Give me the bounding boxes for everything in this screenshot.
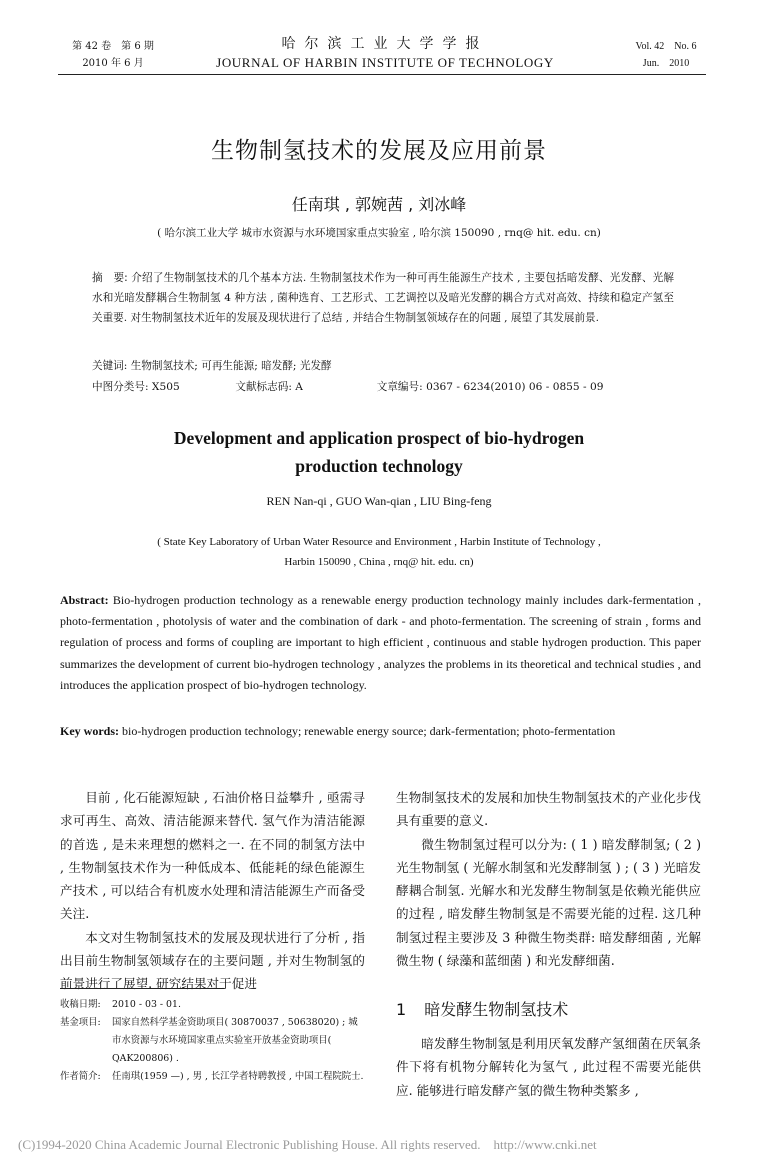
abstract-cn-label: 摘 要: (92, 272, 128, 284)
section-title: 暗发酵生物制氢技术 (424, 1000, 569, 1019)
affiliation-en-line2: Harbin 150090 , China , rnq@ hit. edu. cn) (284, 556, 474, 568)
body-paragraph: 暗发酵生物制氢是利用厌氧发酵产氢细菌在厌氧条件下将有机物分解转化为氢气 , 此过程不需要光能供应. 能够进行暗发酵产氢的微生物种类繁多 , (396, 1036, 701, 1098)
body-left-column (60, 786, 365, 996)
date-en: Jun. 2010 (642, 58, 690, 69)
footnotes (60, 996, 365, 1086)
classification-row (92, 379, 652, 394)
body-paragraph: 微生物制氢过程可以分为: ( 1 ) 暗发酵制氢; ( 2 ) 光生物制氢 ( 光解水制氢和光发酵制氢 ) ; ( 3 ) 光暗发酵耦合制氢. 光解水和光发酵生物制氢是依赖光能供应的过程 , 暗发酵生物制氢是不需要光能的过程. 这几种制氢过程主要涉及 3 种微生物类群: 暗发酵细菌 , 光解微生物 ( 绿藻和蓝细菌 ) 和光发酵细菌. (396, 836, 701, 969)
affiliation-en (0, 532, 758, 572)
issue-info-en (626, 38, 706, 72)
date-cn: 2010 年 6 月 (82, 58, 144, 69)
body-right-column-section (396, 1032, 701, 1102)
paper-title-en-line2: production technology (295, 456, 463, 476)
authors-cn: 任南琪 , 郭婉茜 , 刘冰峰 (291, 195, 467, 214)
abstract-en-label: Abstract: (60, 593, 109, 607)
footnote-author: 作者简介: 任南琪(1959 —) , 男 , 长江学者特聘教授 , 中国工程院院士. (60, 1071, 364, 1082)
article-number: 文章编号: 0367 - 6234(2010) 06 - 0855 - 09 (376, 381, 604, 393)
keywords-en-label: Key words: (60, 724, 119, 738)
section-heading (396, 997, 568, 1020)
body-right-column (396, 786, 701, 972)
header-divider (58, 74, 706, 75)
issue-info-cn (58, 38, 168, 72)
paper-title-cn: 生物制氢技术的发展及应用前景 (211, 138, 547, 164)
body-paragraph: 生物制氢技术的发展和加快生物制氢技术的产业化步伐具有重要的意义. (396, 790, 701, 829)
volume-cn: 第 42 卷 第 6 期 (72, 41, 154, 52)
authors-en: REN Nan-qi , GUO Wan-qian , LIU Bing-feng (266, 494, 492, 508)
abstract-cn-text: 介绍了生物制氢技术的几个基本方法. 生物制氢技术作为一种可再生能源生产技术 , 主要包括暗发酵、光发酵、光解水和光暗发酵耦合生物制氢 4 种方法 , 菌种选育、工艺形式、工艺调控以及暗光发酵的耦合方式对高效、持续和稳定产氢至关重要. 对生物制氢技术近年的发展及现状进行了总结 , 并结合生物制氢领域存在的问题 , 展望了其发展前景. (92, 272, 674, 324)
body-paragraph: 目前 , 化石能源短缺 , 石油价格日益攀升 , 亟需寻求可再生、高效、清洁能源来替代. 氢气作为清洁能源的首选 , 是未来理想的燃料之一. 在不同的制氢方法中 , 生物制氢技术作为一种低成本、低能耗的绿色能源生产技术 , 可以结合有机废水处理和清洁能源生产而备受关注. (60, 790, 365, 922)
paper-title-en (0, 424, 758, 480)
affiliation-cn: ( 哈尔滨工业大学 城市水资源与水环境国家重点实验室 , 哈尔滨 150090 , rnq@ hit. edu. cn) (157, 227, 601, 239)
document-code: 文献标志码: A (235, 381, 303, 393)
keywords-en (60, 721, 701, 742)
journal-title (200, 34, 570, 72)
keywords-cn-text: 生物制氢技术; 可再生能源; 暗发酵; 光发酵 (130, 360, 332, 372)
volume-en: Vol. 42 No. 6 (635, 41, 697, 52)
affiliation-en-line1: ( State Key Laboratory of Urban Water Resource and Environment , Harbin Institute of Technology , (157, 536, 601, 548)
abstract-cn (92, 268, 674, 328)
journal-title-en: JOURNAL OF HARBIN INSTITUTE OF TECHNOLOGY (216, 55, 554, 70)
keywords-cn (92, 358, 332, 373)
journal-title-cn: 哈尔滨工业大学学报 (281, 36, 489, 52)
keywords-cn-label: 关键词: (92, 360, 128, 372)
clc-number: 中图分类号: X505 (92, 381, 180, 393)
footnote-received: 收稿日期: 2010 - 03 - 01. (60, 999, 181, 1010)
paper-title-en-line1: Development and application prospect of bio-hydrogen (173, 428, 585, 448)
keywords-en-text: bio-hydrogen production technology; renewable energy source; dark-fermentation; photo-fermentation (122, 724, 616, 738)
abstract-en (60, 590, 701, 696)
section-number: 1 (396, 1000, 407, 1019)
copyright-notice: (C)1994-2020 China Academic Journal Electronic Publishing House. All rights reserved. http://www.cnki.net (18, 1137, 597, 1152)
body-paragraph: 本文对生物制氢技术的发展及现状进行了分析 , 指出目前生物制氢领域存在的主要问题 , 并对生物制氢的前景进行了展望. 研究结果对于促进 (60, 929, 365, 992)
abstract-en-text: Bio-hydrogen production technology as a renewable energy production technology mainly includes dark-fermentation , photo-fermentation , photolysis of water and the combination of dark - and photo-fermentation. The screening of strain , forms and regulation of process and forms of coupling are important to high efficient , continuous and stable hydrogen production. This paper summarizes the development of current bio-hydrogen technology , analyzes the problems in its theoretical and technical studies , and introduces the application prospect of bio-hydrogen technology. (60, 593, 702, 692)
footnote-divider (60, 988, 224, 989)
footnote-funding: 基金项目: 国家自然科学基金资助项目( 30870037 , 50638020) ; 城市水资源与水环境国家重点实验室开放基金资助项目( QAK200806) . (60, 1017, 358, 1064)
